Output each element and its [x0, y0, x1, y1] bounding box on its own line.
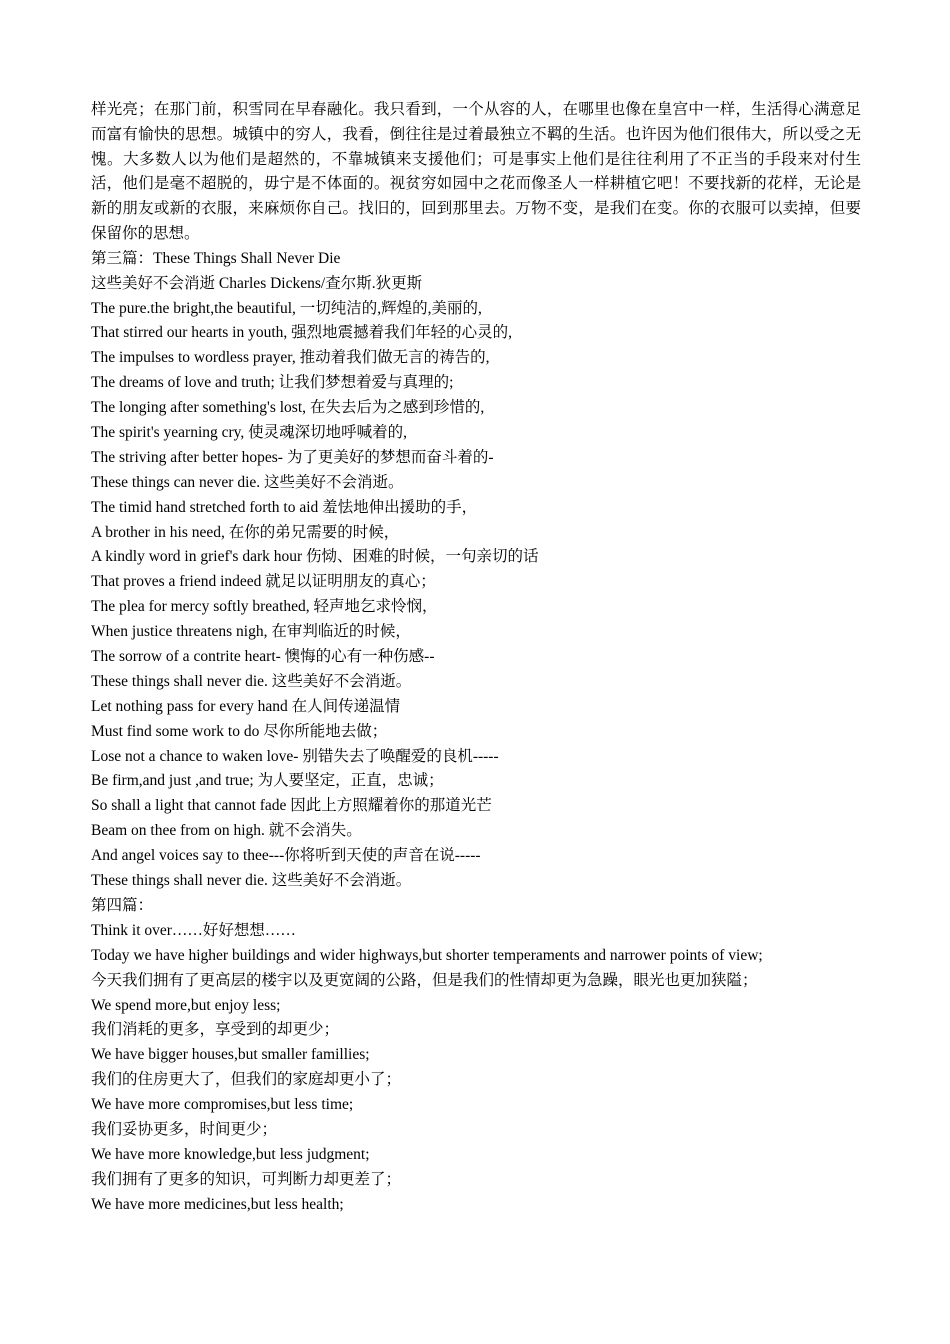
section3-subtitle: 这些美好不会消逝 Charles Dickens/查尔斯.狄更斯	[91, 274, 423, 292]
poem-lines	[91, 297, 861, 894]
section3-heading: 第三篇：These Things Shall Never Die	[91, 249, 341, 267]
section4-heading: 第四篇：	[91, 896, 154, 914]
text-line: We have more medicines,but less health;	[91, 1195, 344, 1213]
poem-line: The sorrow of a contrite heart- 懊悔的心有一种伤感--	[91, 648, 435, 666]
poem-line: So shall a light that cannot fade 因此上方照耀着你的那道光芒	[91, 797, 492, 815]
poem-line: The impulses to wordless prayer, 推动着我们做无言的祷告的,	[91, 349, 490, 367]
text-line: 我们消耗的更多，享受到的却更少；	[91, 1021, 340, 1039]
poem-line: Beam on thee from on high. 就不会消失。	[91, 822, 362, 840]
section4-lines	[91, 969, 861, 1218]
poem-line: Be firm,and just ,and true; 为人要坚定，正直，忠诚；	[91, 772, 444, 790]
poem-line: Lose not a chance to waken love- 别错失去了唤醒爱的良机-----	[91, 747, 499, 765]
poem-line: The spirit's yearning cry, 使灵魂深切地呼喊着的,	[91, 424, 408, 442]
poem-line: A kindly word in grief's dark hour 伤恸、困难的时候，一句亲切的话	[91, 548, 539, 566]
poem-line: A brother in his need, 在你的弟兄需要的时候，	[91, 523, 400, 541]
section4-title: Think it over……好好想想……	[91, 921, 296, 939]
poem-line: Must find some work to do 尽你所能地去做；	[91, 722, 388, 740]
text-line: 我们的住房更大了，但我们的家庭却更小了；	[91, 1071, 402, 1089]
poem-line: The plea for mercy softly breathed, 轻声地乞求怜悯，	[91, 598, 438, 616]
opening-paragraph: 样光亮；在那门前，积雪同在早春融化。我只看到，一个从容的人，在哪里也像在皇宫中一样，生活得心满意足而富有愉快的思想。城镇中的穷人，我看，倒往往是过着最独立不羁的生活。也许因为他们很伟大，所以受之无愧。大多数人以为他们是超然的，不靠城镇来支援他们；可是事实上他们是往往利用了不正当的手段来对付生活，他们是毫不超脱的，毋宁是不体面的。视贫穷如园中之花而像圣人一样耕植它吧！不要找新的花样，无论是新的朋友或新的衣服，来麻烦你自己。找旧的，回到那里去。万物不变，是我们在变。你的衣服可以卖掉，但要保留你的思想。	[91, 101, 861, 242]
poem-line: Let nothing pass for every hand 在人间传递温情	[91, 697, 401, 715]
text-line: We have more knowledge,but less judgment;	[91, 1145, 370, 1163]
text-line: 我们妥协更多，时间更少；	[91, 1120, 278, 1138]
text-line: We spend more,but enjoy less;	[91, 996, 281, 1014]
poem-line: These things can never die. 这些美好不会消逝。	[91, 473, 404, 491]
poem-line: When justice threatens nigh, 在审判临近的时候，	[91, 623, 411, 641]
poem-line: The longing after something's lost, 在失去后为之感到珍惜的,	[91, 399, 485, 417]
text-line: 我们拥有了更多的知识，可判断力却更差了；	[91, 1170, 402, 1188]
poem-line: And angel voices say to thee---你将听到天使的声音在说-----	[91, 847, 481, 865]
poem-line: The dreams of love and truth; 让我们梦想着爱与真理的;	[91, 374, 454, 392]
poem-line: These things shall never die. 这些美好不会消逝。	[91, 872, 412, 890]
poem-line: The pure.the bright,the beautiful, 一切纯洁的,辉煌的,美丽的,	[91, 299, 482, 317]
poem-line: The timid hand stretched forth to aid 羞怯地伸出援助的手，	[91, 498, 478, 516]
section4-intro: Today we have higher buildings and wider highways,but shorter temperaments and narrower points of view;	[91, 946, 763, 964]
poem-line: The striving after better hopes- 为了更美好的梦想而奋斗着的-	[91, 448, 494, 466]
text-line: 今天我们拥有了更高层的楼宇以及更宽阔的公路，但是我们的性情却更为急躁，眼光也更加狭隘；	[91, 971, 758, 989]
text-line: We have bigger houses,but smaller famillies;	[91, 1046, 370, 1064]
text-line: We have more compromises,but less time;	[91, 1096, 354, 1114]
poem-line: These things shall never die. 这些美好不会消逝。	[91, 672, 412, 690]
poem-line: That proves a friend indeed 就足以证明朋友的真心；	[91, 573, 436, 591]
poem-line: That stirred our hearts in youth, 强烈地震撼着我们年轻的心灵的,	[91, 324, 513, 342]
document-page	[91, 98, 861, 1218]
